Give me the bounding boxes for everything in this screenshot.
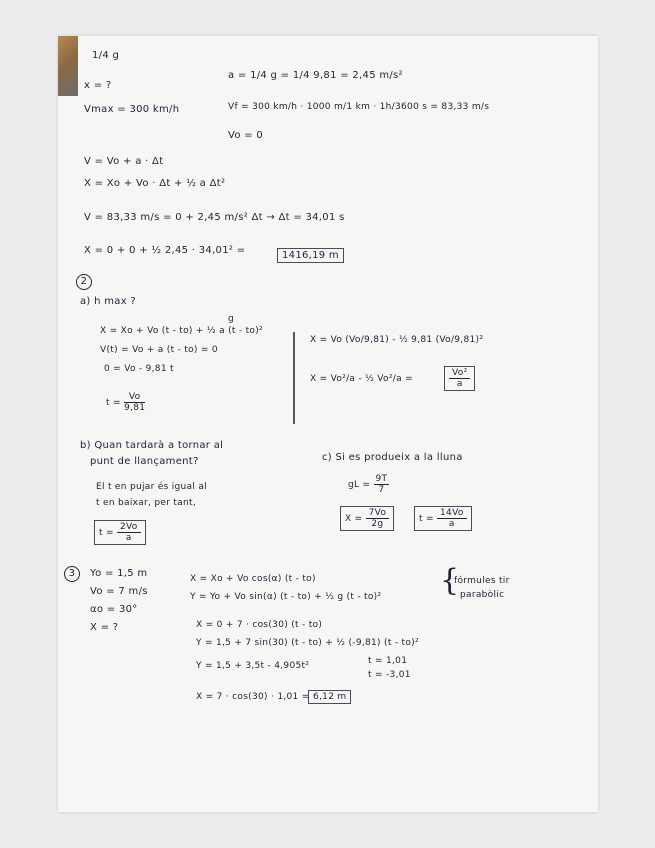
part-a-heading: a) h max ? bbox=[80, 296, 136, 307]
initial-velocity: Vo = 7 m/s bbox=[90, 586, 148, 597]
distance-result: 1416,19 m bbox=[277, 248, 344, 263]
zero-equation: 0 = Vo - 9,81 t bbox=[104, 364, 174, 374]
x-substitution: X = 0 + 7 · cos(30) (t - to) bbox=[196, 620, 323, 630]
part-b-heading-line1: b) Quan tardarà a tornar al bbox=[80, 440, 224, 451]
y-substitution: Y = 1,5 + 7 sin(30) (t - to) + ½ (-9,81) (t - to)² bbox=[196, 638, 419, 648]
moon-time-result: t = $\frac{14Vo}{a}$ bbox=[414, 506, 472, 531]
velocity-equation: V = Vo + a · Δt bbox=[84, 156, 164, 167]
vf-conversion: Vf = 300 km/h · 1000 m/1 km · 1h/3600 s = 83,33 m/s bbox=[228, 102, 490, 112]
root-negative: t = -3,01 bbox=[368, 670, 411, 680]
launch-angle: αo = 30° bbox=[90, 604, 138, 615]
projectile-y-equation: Y = Yo + Vo sin(α) (t - to) + ½ g (t - to)² bbox=[190, 592, 382, 602]
g-annotation: g bbox=[228, 314, 235, 324]
velocity-zero-equation: V(t) = Vo + a (t - to) = 0 bbox=[100, 345, 218, 355]
acceleration-calc: a = 1/4 g = 1/4 9,81 = 2,45 m/s² bbox=[228, 70, 403, 81]
part-b-text-line2: t en baixar, per tant, bbox=[96, 498, 197, 508]
page-corner-tab bbox=[58, 36, 78, 96]
problem-2-number: 2 bbox=[76, 274, 92, 290]
range-substitution: X = 7 · cos(30) · 1,01 = bbox=[196, 692, 310, 702]
quadratic-equation: Y = 1,5 + 3,5t - 4,905t² bbox=[196, 661, 310, 671]
moon-gravity: gL = $\frac{9T}{7}$ bbox=[348, 474, 388, 495]
hmax-substitution: X = Vo (Vo/9,81) - ½ 9,81 (Vo/9,81)² bbox=[310, 335, 484, 345]
part-b-heading-line2: punt de llançament? bbox=[90, 456, 199, 467]
vmax-value: Vmax = 300 km/h bbox=[84, 104, 180, 115]
time-formula: t = $\frac{Vo}{9,81}$ bbox=[106, 392, 146, 413]
note-formulas: fórmules tir bbox=[454, 576, 510, 586]
given-acceleration: 1/4 g bbox=[92, 50, 120, 61]
range-unknown: X = ? bbox=[90, 622, 119, 633]
projectile-x-equation: X = Xo + Vo cos(α) (t - to) bbox=[190, 574, 316, 584]
return-time-result: t = $\frac{2Vo}{a}$ bbox=[94, 520, 146, 545]
motion-equation: X = Xo + Vo (t - to) + ½ a (t - to)² bbox=[100, 326, 263, 336]
range-result: 6,12 m bbox=[308, 690, 351, 704]
note-parabolic: parabòlic bbox=[460, 590, 505, 600]
note-brace: { bbox=[440, 563, 460, 598]
hmax-simplified: X = Vo²/a - ½ Vo²/a = bbox=[310, 374, 413, 384]
vo-value: Vo = 0 bbox=[228, 130, 264, 141]
column-divider bbox=[293, 332, 295, 424]
problem-3-number: 3 bbox=[64, 566, 80, 582]
part-b-text-line1: El t en pujar és igual al bbox=[96, 482, 207, 492]
root-positive: t = 1,01 bbox=[368, 656, 408, 666]
moon-height-result: X = $\frac{7Vo}{2g}$ bbox=[340, 506, 394, 531]
position-equation: X = Xo + Vo · Δt + ½ a Δt² bbox=[84, 178, 226, 189]
time-solution: V = 83,33 m/s = 0 + 2,45 m/s² Δt → Δt = 34,01 s bbox=[84, 212, 345, 223]
part-c-heading: c) Si es produeix a la lluna bbox=[322, 452, 463, 463]
unknown-x: x = ? bbox=[84, 80, 112, 91]
initial-height: Yo = 1,5 m bbox=[90, 568, 148, 579]
hmax-result: $\frac{\text{Vo²}}{a}$ bbox=[444, 366, 475, 391]
distance-substitution: X = 0 + 0 + ½ 2,45 · 34,01² = bbox=[84, 245, 246, 256]
